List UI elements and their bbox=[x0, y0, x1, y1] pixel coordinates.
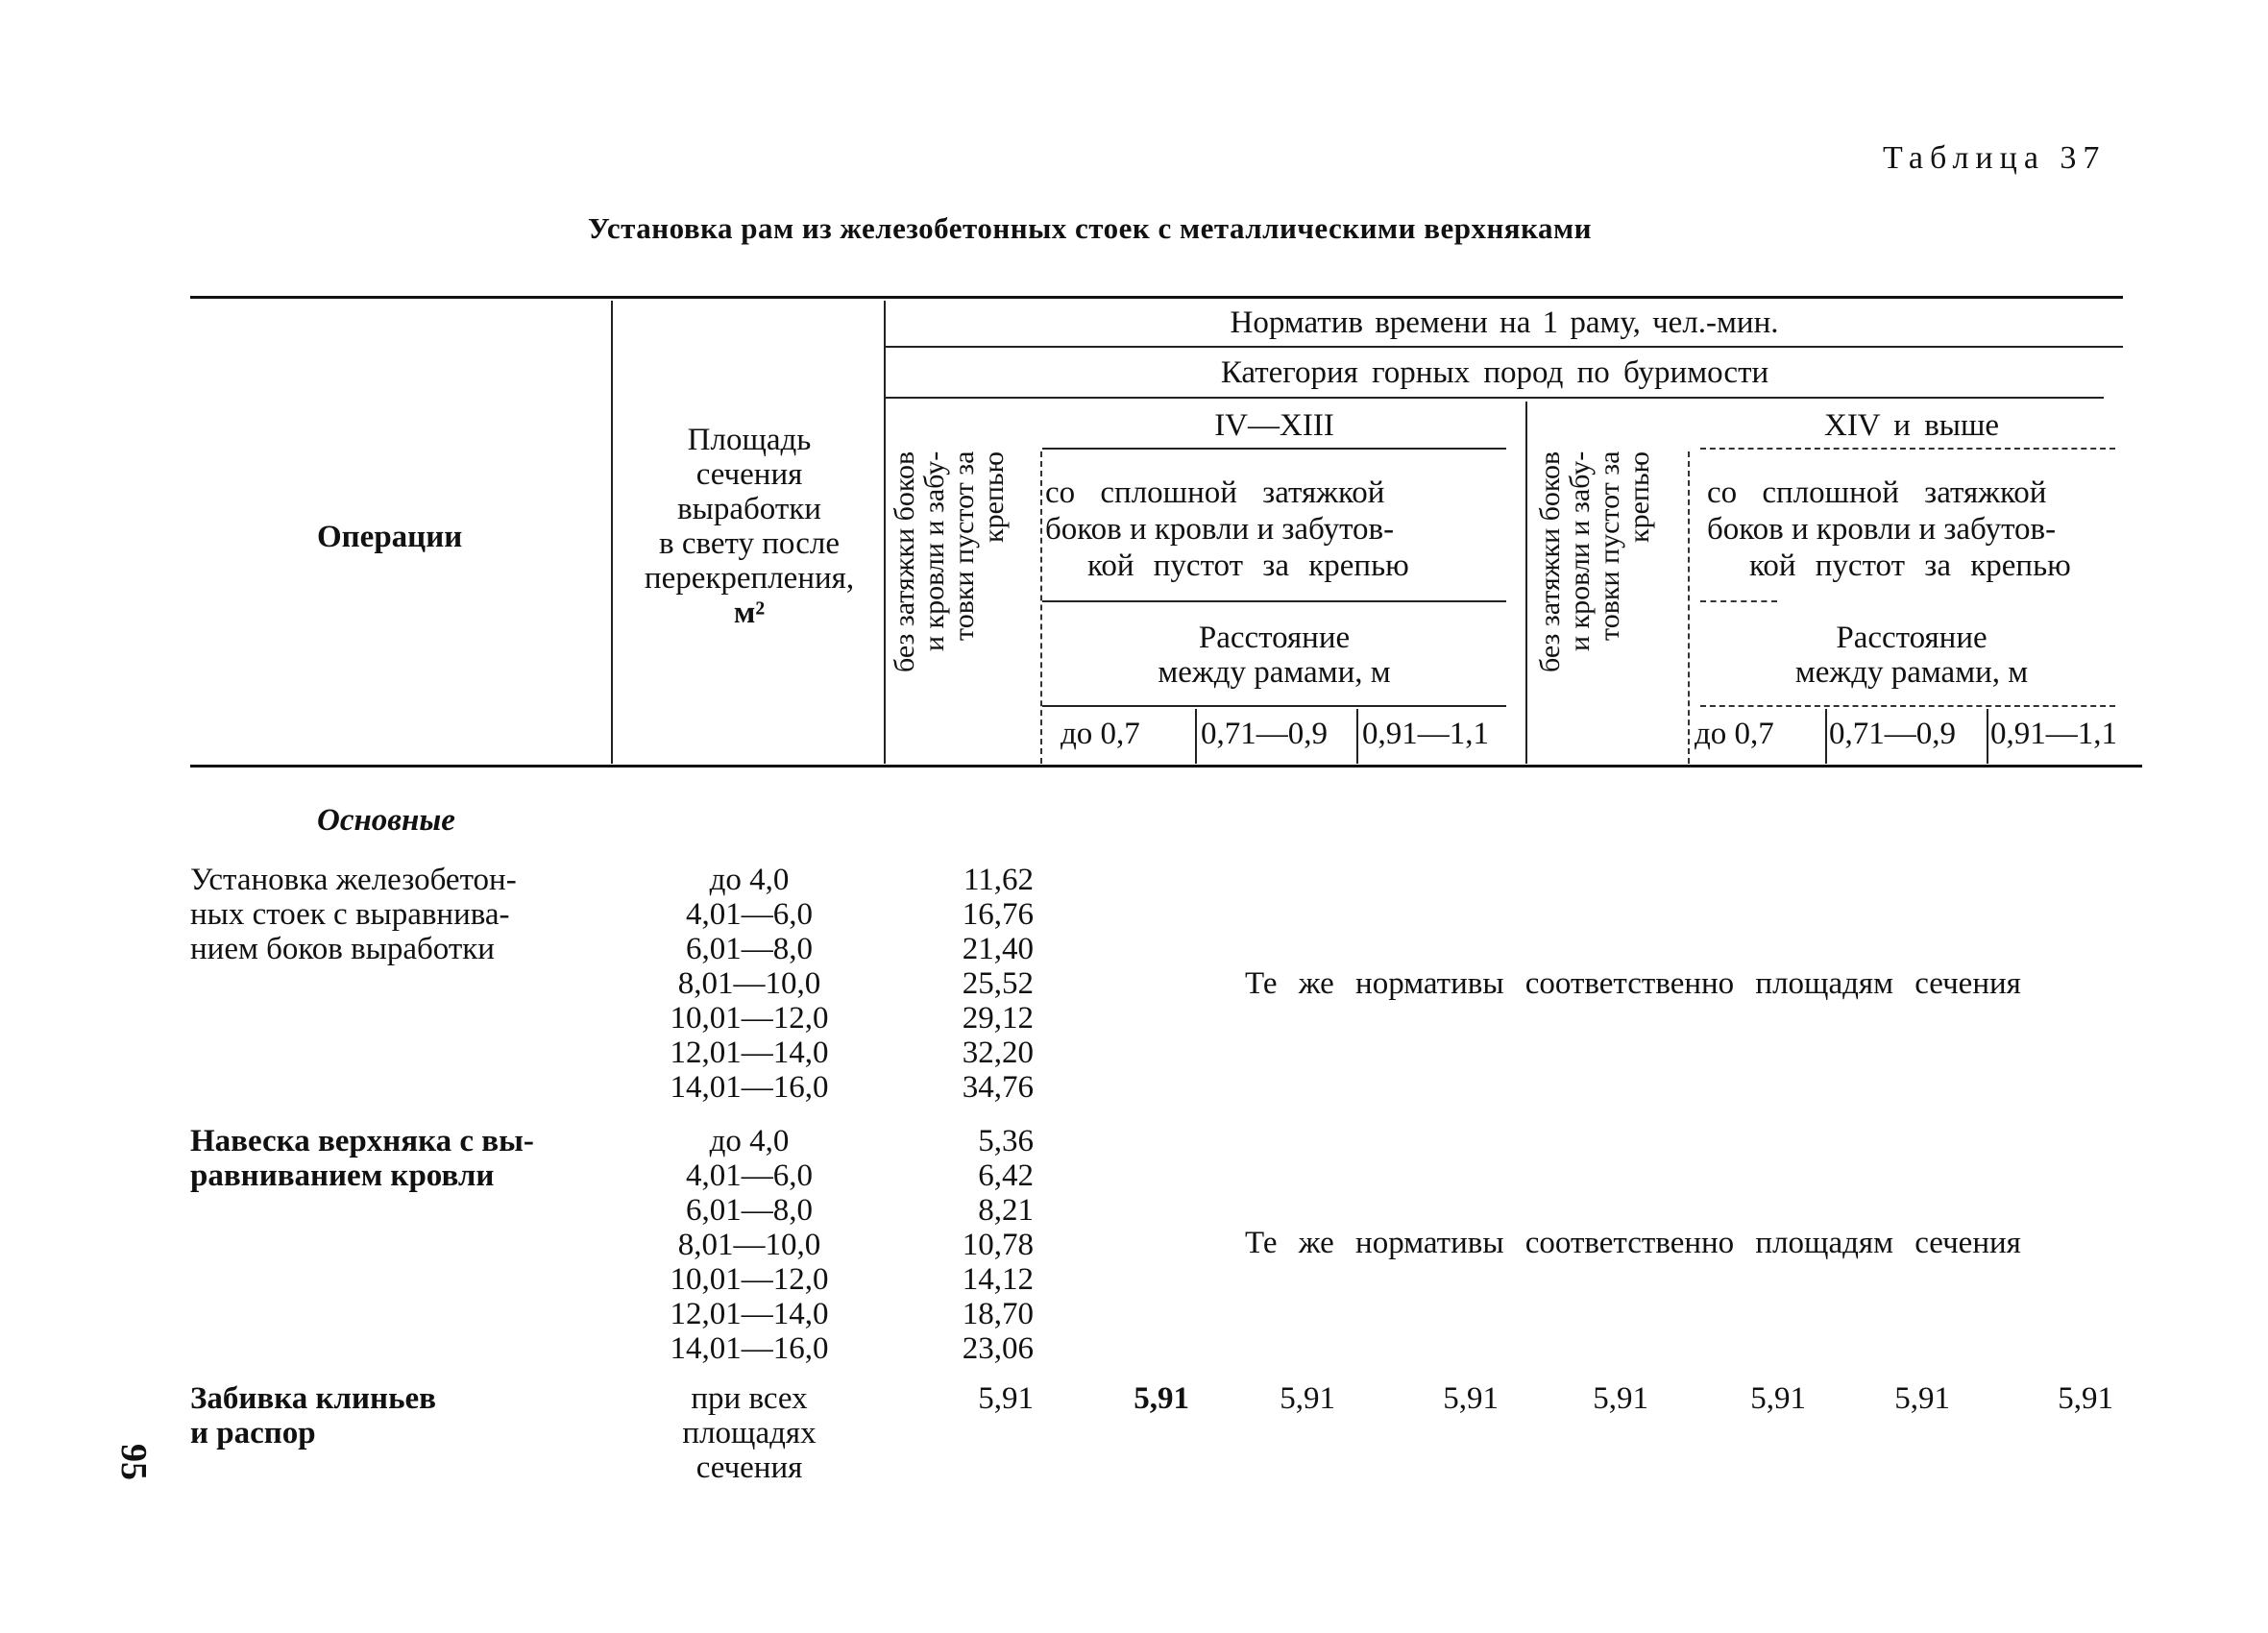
header-no-lagging-2: без затяжки боков и кровли и забу- товки пустот за крепью bbox=[1534, 451, 1655, 673]
row3-value-4: 5,91 bbox=[1443, 1381, 1499, 1416]
row3-value-1: 5,91 bbox=[978, 1381, 1034, 1416]
rule-under-lagging1 bbox=[1042, 600, 1506, 602]
col-divider-4 bbox=[1525, 402, 1527, 764]
row2-note: Те же нормативы соответственно площадям сечения bbox=[1245, 1226, 2021, 1260]
row3-value-6: 5,91 bbox=[1750, 1381, 1806, 1416]
col-divider-5 bbox=[1688, 451, 1690, 764]
header-no-lagging-1: без затяжки боков и кровли и забу- товки пустот за крепью bbox=[889, 451, 1010, 673]
rule-under-lagging2 bbox=[1700, 600, 1777, 602]
dist-col-6: 0,91—1,1 bbox=[1990, 717, 2117, 751]
dist-col-1: до 0,7 bbox=[1061, 717, 1140, 751]
header-with-lagging-1: со сплошной затяжкой боков и кровли и забутов- кой пустот за крепью bbox=[1045, 475, 1409, 583]
row2-operation: Навеска верхняка с вы- равниванием кровли bbox=[190, 1124, 534, 1193]
table-number: Таблица 37 bbox=[1883, 140, 2107, 176]
header-group2: XIV и выше bbox=[1823, 408, 2000, 443]
rule-under-distance1 bbox=[1042, 705, 1506, 707]
dist-col-4: до 0,7 bbox=[1695, 717, 1774, 751]
col-divider-3 bbox=[1040, 451, 1042, 764]
header-area: Площадь сечения выработки в свету после перекрепления, м² bbox=[644, 423, 855, 630]
dist-divider-1 bbox=[1195, 709, 1197, 764]
dist-col-3: 0,91—1,1 bbox=[1362, 717, 1489, 751]
row2-areas: до 4,0 4,01—6,0 6,01—8,0 8,01—10,0 10,01—12,0 12,01—14,0 14,01—16,0 bbox=[670, 1124, 829, 1366]
page-number: 95 bbox=[113, 1444, 154, 1480]
rule-under-distance2 bbox=[1700, 705, 2115, 707]
table-header-bottom-rule bbox=[190, 765, 2142, 768]
header-with-lagging-2: со сплошной затяжкой боков и кровли и забутов- кой пустот за крепью bbox=[1707, 475, 2071, 583]
row2-values: 5,36 6,42 8,21 10,78 14,12 18,70 23,06 bbox=[962, 1124, 1034, 1366]
dist-col-5: 0,71—0,9 bbox=[1829, 717, 1956, 751]
header-distance-1: Расстояние между рамами, м bbox=[1158, 621, 1391, 690]
rule-under-group1 bbox=[1042, 448, 1506, 450]
row3-value-8: 5,91 bbox=[2058, 1381, 2113, 1416]
row1-note: Те же нормативы соответственно площадям сечения bbox=[1245, 966, 2021, 1001]
row1-operation: Установка железобетон- ных стоек с выравнива- нием боков выработки bbox=[190, 863, 517, 966]
row1-values: 11,62 16,76 21,40 25,52 29,12 32,20 34,76 bbox=[962, 863, 1034, 1105]
table-title: Установка рам из железобетонных стоек с металлическими верхняками bbox=[588, 211, 1592, 245]
rule-under-group2 bbox=[1700, 448, 2115, 450]
dist-col-2: 0,71—0,9 bbox=[1201, 717, 1328, 751]
row1-areas: до 4,0 4,01—6,0 6,01—8,0 8,01—10,0 10,01—12,0 12,01—14,0 14,01—16,0 bbox=[670, 863, 829, 1105]
header-norm: Норматив времени на 1 раму, чел.-мин. bbox=[1230, 305, 1779, 340]
row3-value-7: 5,91 bbox=[1894, 1381, 1950, 1416]
section-label: Основные bbox=[317, 803, 455, 838]
header-group1: IV—XIII bbox=[1214, 408, 1334, 443]
row3-value-2: 5,91 bbox=[1134, 1381, 1189, 1416]
row3-value-3: 5,91 bbox=[1280, 1381, 1335, 1416]
rule-under-norm bbox=[886, 346, 2123, 348]
dist-divider-4 bbox=[1987, 709, 1988, 764]
col-divider-1 bbox=[611, 301, 613, 764]
dist-divider-2 bbox=[1356, 709, 1358, 764]
dist-divider-3 bbox=[1825, 709, 1827, 764]
table-top-rule bbox=[190, 296, 2123, 299]
row3-areas: при всех площадях сечения bbox=[682, 1381, 817, 1485]
rule-under-category bbox=[886, 397, 2104, 399]
header-operations: Операции bbox=[317, 520, 463, 554]
row3-operation: Забивка клиньев и распор bbox=[190, 1381, 436, 1450]
row3-value-5: 5,91 bbox=[1593, 1381, 1648, 1416]
header-category: Категория горных пород по буримости bbox=[1220, 355, 1769, 390]
header-distance-2: Расстояние между рамами, м bbox=[1794, 621, 2029, 690]
